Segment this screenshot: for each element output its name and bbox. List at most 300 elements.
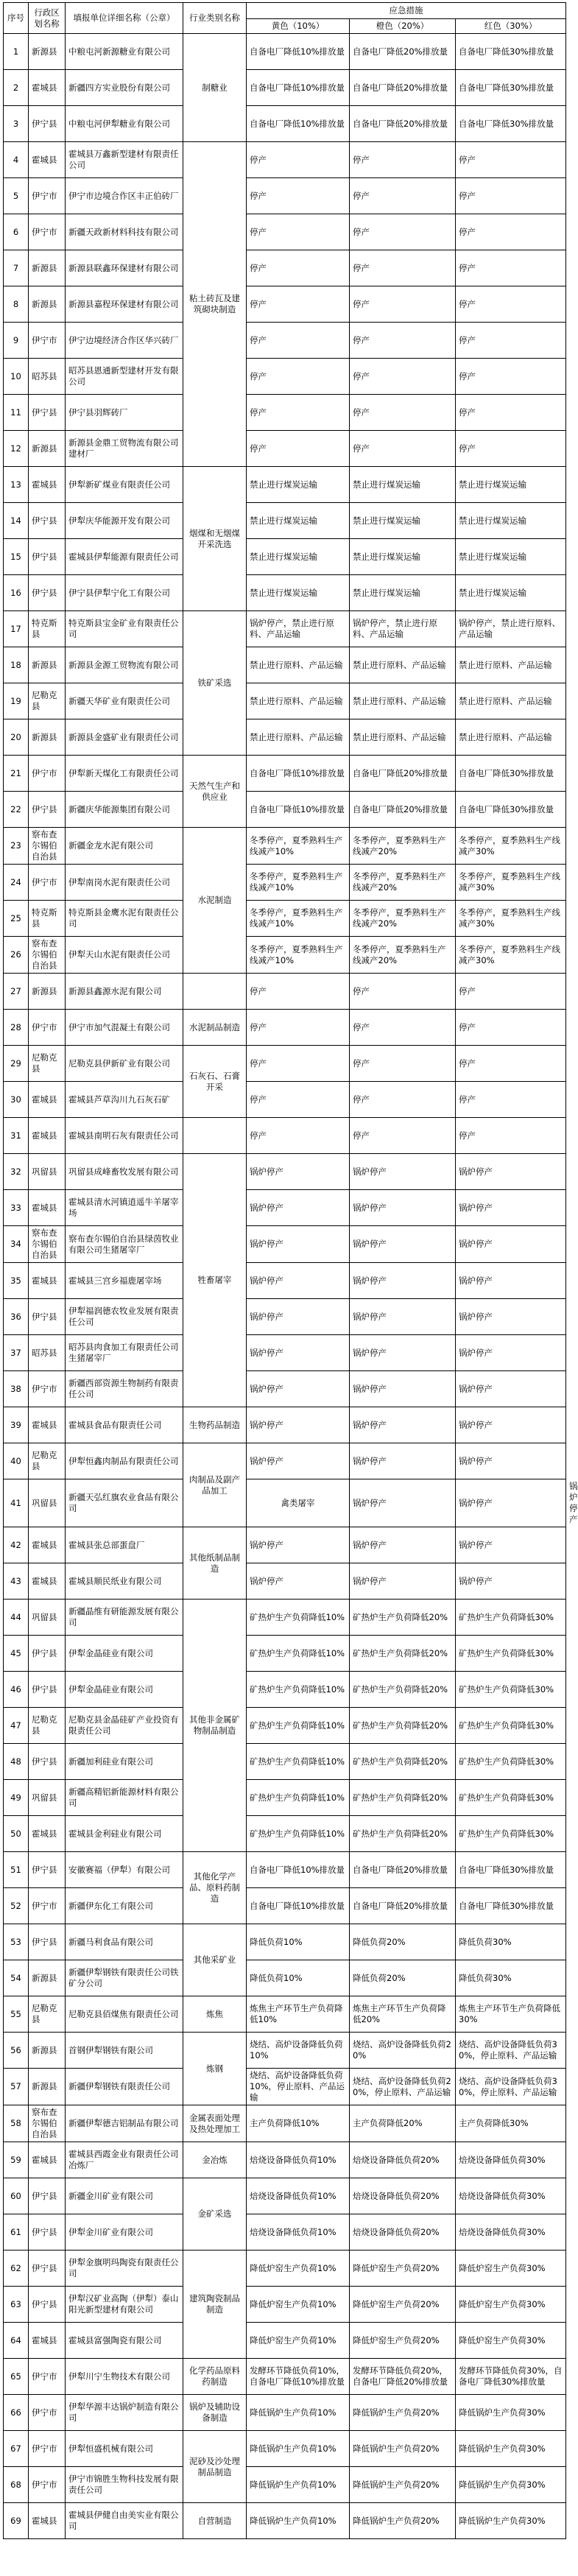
row-number: 32 <box>4 1154 29 1190</box>
row-number: 61 <box>4 2214 29 2251</box>
unit-name: 新疆加利硅业有限公司 <box>66 1744 183 1780</box>
header-measures: 应急措施 <box>247 3 566 19</box>
measure-red: 自备电厂降低30%排放量 <box>456 1852 566 1888</box>
industry-name: 石灰石、石膏开采 <box>183 1046 247 1118</box>
unit-name: 新疆天弘红旗农业食品有限公司 <box>66 1479 183 1527</box>
table-row <box>4 1672 566 1708</box>
measure-orange: 矿热炉生产负荷降低20% <box>350 1744 456 1780</box>
region-name: 伊宁县 <box>29 2251 66 2287</box>
measure-orange: 自备电厂降低20%排放量 <box>350 106 456 142</box>
measure-yellow: 矿热炉生产负荷降低10% <box>247 1780 350 1816</box>
table-row <box>4 395 566 431</box>
row-number: 53 <box>4 1924 29 1960</box>
measure-red: 降低炉窑生产负荷30% <box>456 2323 566 2359</box>
unit-name: 伊犁庆华能源开发有限公司 <box>66 503 183 539</box>
unit-name: 伊犁福润德农牧业发展有限责任公司 <box>66 1299 183 1335</box>
unit-name: 伊宁县伊犁宁化工有限公司 <box>66 575 183 611</box>
measure-red: 锅炉停产 <box>456 1190 566 1226</box>
measure-yellow: 自备电厂降低10%排放量 <box>247 1852 350 1888</box>
row-number: 1 <box>4 34 29 70</box>
row-number: 19 <box>4 683 29 719</box>
measure-red: 锅炉停产 <box>456 1527 566 1563</box>
measure-red: 烧结、高炉设备降低负荷30%，停止原料、产品运输 <box>456 2033 566 2069</box>
header-orange: 橙色（20%） <box>350 19 456 34</box>
row-number: 66 <box>4 2395 29 2431</box>
measure-red: 焙烧设备降低负荷30% <box>456 2142 566 2178</box>
region-name: 伊宁县 <box>29 503 66 539</box>
row-number: 25 <box>4 901 29 937</box>
measure-yellow: 矿热炉生产负荷降低10% <box>247 1708 350 1744</box>
industry-name: 其他采矿业 <box>183 1924 247 1996</box>
header-industry: 行业类别名称 <box>183 3 247 34</box>
measure-red: 停产 <box>456 1082 566 1118</box>
region-name: 霍城县 <box>29 1563 66 1600</box>
measure-red: 禁止进行煤炭运输 <box>456 503 566 539</box>
unit-name: 尼勒克县金晶硅矿产业投资有限责任公司 <box>66 1708 183 1744</box>
region-name: 新源县 <box>29 1960 66 1996</box>
industry-name: 金矿采选 <box>183 2178 247 2251</box>
table-row <box>4 611 566 647</box>
table-row <box>4 828 566 865</box>
row-number: 68 <box>4 2467 29 2503</box>
measure-red: 禁止进行煤炭运输 <box>456 467 566 503</box>
table-row <box>4 1527 566 1563</box>
measure-red: 锅炉停产 <box>456 1371 566 1407</box>
measure-yellow: 停产 <box>247 250 350 286</box>
measure-yellow: 自备电厂降低10%排放量 <box>247 70 350 106</box>
unit-name: 霍城县伊健自由美实业有限公司 <box>66 2503 183 2539</box>
table-row <box>4 2214 566 2251</box>
region-name: 伊宁市 <box>29 2395 66 2431</box>
table-row <box>4 2467 566 2503</box>
measure-red: 降低锅炉生产负荷30% <box>456 2503 566 2539</box>
measure-orange: 锅炉停产，禁止进行原料、产品运输 <box>350 611 456 647</box>
header-red: 红色（30%） <box>456 19 566 34</box>
row-number: 12 <box>4 431 29 467</box>
measure-red: 停产 <box>456 142 566 178</box>
region-name: 霍城县 <box>29 142 66 178</box>
region-name: 尼勒克县 <box>29 683 66 719</box>
industry-name: 建筑陶瓷制品制造 <box>183 2251 247 2359</box>
unit-name: 霍城县芦草沟川九石灰石矿 <box>66 1082 183 1118</box>
header-unit: 填报单位详细名称（公章） <box>66 3 183 34</box>
region-name: 新源县 <box>29 34 66 70</box>
unit-name: 新疆伊犁钢铁有限责任公司铁矿分公司 <box>66 1960 183 1996</box>
unit-name: 伊犁恒盛机械有限公司 <box>66 2431 183 2467</box>
measure-orange: 锅炉停产 <box>350 1407 456 1443</box>
row-number: 7 <box>4 250 29 286</box>
table-row <box>4 1335 566 1371</box>
unit-name: 伊犁新天煤化工有限责任公司 <box>66 756 183 792</box>
table-row <box>4 2178 566 2214</box>
region-name: 新源县 <box>29 2033 66 2069</box>
row-number: 69 <box>4 2503 29 2539</box>
unit-name: 新源县鑫源水泥有限公司 <box>66 974 183 1010</box>
measure-red: 自备电厂降低30%排放量 <box>456 1888 566 1924</box>
region-name: 伊宁市 <box>29 2467 66 2503</box>
table-row <box>4 323 566 359</box>
measure-red: 停产 <box>456 431 566 467</box>
measure-orange: 禁止进行原料、产品运输 <box>350 647 456 683</box>
measure-orange: 降低负荷20% <box>350 1924 456 1960</box>
measure-yellow: 禁止进行原料、产品运输 <box>247 683 350 719</box>
table-row <box>4 467 566 503</box>
table-row <box>4 1407 566 1443</box>
measure-yellow: 矿热炉生产负荷降低10% <box>247 1672 350 1708</box>
region-name: 伊宁县 <box>29 395 66 431</box>
row-number: 58 <box>4 2105 29 2142</box>
table-row <box>4 106 566 142</box>
region-name: 新源县 <box>29 286 66 323</box>
measure-red: 烧结、高炉设备降低负荷30%，停止原料、产品运输 <box>456 2069 566 2105</box>
measure-orange: 冬季停产，夏季熟料生产线减产20% <box>350 828 456 865</box>
industry-name: 金冶炼 <box>183 2142 247 2178</box>
measure-yellow: 锅炉停产 <box>247 1154 350 1190</box>
region-name: 新源县 <box>29 974 66 1010</box>
unit-name: 伊宁边境经济合作区华兴砖厂 <box>66 323 183 359</box>
measure-orange: 自备电厂降低20%排放量 <box>350 756 456 792</box>
industry-name: 其他纸制品制造 <box>183 1527 247 1600</box>
measure-orange: 矿热炉生产负荷降低20% <box>350 1816 456 1852</box>
measure-red: 锅炉停产 <box>456 1299 566 1335</box>
table-row <box>4 142 566 178</box>
row-number: 41 <box>4 1479 29 1527</box>
measure-red: 自备电厂降低30%排放量 <box>456 756 566 792</box>
measure-orange: 锅炉停产 <box>350 1527 456 1563</box>
row-number: 34 <box>4 1226 29 1263</box>
region-name: 尼勒克县 <box>29 1443 66 1479</box>
table-row <box>4 1636 566 1672</box>
row-number: 50 <box>4 1816 29 1852</box>
region-name: 新源县 <box>29 431 66 467</box>
measure-red: 降低负荷30% <box>456 1960 566 1996</box>
table-row <box>4 1888 566 1924</box>
unit-name: 霍城县食品有限责任公司 <box>66 1407 183 1443</box>
measure-red: 矿热炉生产负荷降低30% <box>456 1600 566 1636</box>
measure-yellow: 禁止进行煤炭运输 <box>247 575 350 611</box>
measure-orange: 自备电厂降低20%排放量 <box>350 1852 456 1888</box>
table-row <box>4 1226 566 1263</box>
measure-orange: 矿热炉生产负荷降低20% <box>350 1600 456 1636</box>
measure-red: 停产 <box>456 286 566 323</box>
header-yellow: 黄色（10%） <box>247 19 350 34</box>
row-number: 9 <box>4 323 29 359</box>
region-name: 昭苏县 <box>29 1335 66 1371</box>
measure-orange: 自备电厂降低20%排放量 <box>350 1888 456 1924</box>
measure-yellow: 降低炉窑生产负荷10% <box>247 2287 350 2323</box>
region-name: 伊宁市 <box>29 1888 66 1924</box>
unit-name: 新源县金鼎工贸物流有限公司建材厂 <box>66 431 183 467</box>
region-name: 伊宁县 <box>29 2287 66 2323</box>
row-number: 21 <box>4 756 29 792</box>
measure-red: 停产 <box>456 1118 566 1154</box>
region-name: 霍城县 <box>29 2323 66 2359</box>
unit-name: 伊宁市边境合作区丰正伯砖厂 <box>66 178 183 214</box>
measure-orange: 自备电厂降低20%排放量 <box>350 792 456 828</box>
measure-red: 锅炉停产 <box>456 1154 566 1190</box>
region-name: 霍城县 <box>29 1407 66 1443</box>
measure-orange: 锅炉停产 <box>456 1479 566 1527</box>
table-row <box>4 1263 566 1299</box>
measure-red: 自备电厂降低30%排放量 <box>456 106 566 142</box>
unit-name: 霍城县张总部蛋盘厂 <box>66 1527 183 1563</box>
table-row <box>4 2287 566 2323</box>
measure-orange: 停产 <box>350 1082 456 1118</box>
industry-name: 肉制品及副产品加工 <box>183 1443 247 1527</box>
unit-name: 新疆晶维有研能源发展有限公司 <box>66 1600 183 1636</box>
region-name: 伊宁市 <box>29 323 66 359</box>
region-name: 新源县 <box>29 250 66 286</box>
row-number: 31 <box>4 1118 29 1154</box>
table-row <box>4 250 566 286</box>
measure-yellow: 停产 <box>247 1082 350 1118</box>
region-name: 伊宁县 <box>29 792 66 828</box>
measure-yellow: 焙烧设备降低负荷10% <box>247 2214 350 2251</box>
measure-orange: 锅炉停产 <box>350 1263 456 1299</box>
row-number: 51 <box>4 1852 29 1888</box>
measure-orange: 停产 <box>350 1118 456 1154</box>
table-row <box>4 70 566 106</box>
table-row <box>4 719 566 756</box>
unit-name: 巩留县成峰畜牧发展有限公司 <box>66 1154 183 1190</box>
row-number: 29 <box>4 1046 29 1082</box>
measure-yellow: 停产 <box>247 286 350 323</box>
measure-yellow: 禁止进行煤炭运输 <box>247 539 350 575</box>
industry-name: 炼焦 <box>183 1996 247 2033</box>
table-row <box>4 1046 566 1082</box>
measure-yellow: 主产负荷降低10% <box>247 2105 350 2142</box>
measure-yellow: 冬季停产，夏季熟料生产线减产10% <box>247 865 350 901</box>
measure-red: 停产 <box>456 214 566 250</box>
table-row <box>4 2395 566 2431</box>
region-name: 尼勒克县 <box>29 1996 66 2033</box>
row-number: 13 <box>4 467 29 503</box>
table-row <box>4 1299 566 1335</box>
table-row <box>4 1190 566 1226</box>
industry-name: 其他化学产品、原料药制造 <box>183 1852 247 1924</box>
industry-name: 金属表面处理及热处理加工 <box>183 2105 247 2142</box>
measure-red: 冬季停产，夏季熟料生产线减产30% <box>456 865 566 901</box>
measure-orange: 禁止进行原料、产品运输 <box>350 719 456 756</box>
measure-yellow: 焙烧设备降低负荷10% <box>247 2142 350 2178</box>
row-number: 52 <box>4 1888 29 1924</box>
row-number: 55 <box>4 1996 29 2033</box>
measure-orange: 矿热炉生产负荷降低20% <box>350 1708 456 1744</box>
region-name: 伊宁县 <box>29 1636 66 1672</box>
unit-name: 霍城县南明石灰有限责任公司 <box>66 1118 183 1154</box>
unit-name: 新疆庆华能源集团有限公司 <box>66 792 183 828</box>
measure-red: 矿热炉生产负荷降低30% <box>456 1816 566 1852</box>
table-row <box>4 1744 566 1780</box>
measure-orange: 锅炉停产 <box>350 1154 456 1190</box>
industry-name: 自营制造 <box>183 2503 247 2539</box>
row-number: 43 <box>4 1563 29 1600</box>
measure-yellow: 自备电厂降低10%排放量 <box>247 792 350 828</box>
row-number: 33 <box>4 1190 29 1226</box>
row-number: 46 <box>4 1672 29 1708</box>
row-number: 16 <box>4 575 29 611</box>
region-name: 伊宁县 <box>29 1852 66 1888</box>
measure-red: 锅炉停产，禁止进行原料、产品运输 <box>456 611 566 647</box>
measure-yellow: 锅炉停产 <box>247 1190 350 1226</box>
region-name: 伊宁市 <box>29 1371 66 1407</box>
measure-orange: 停产 <box>350 395 456 431</box>
measure-red: 禁止进行原料、产品运输 <box>456 647 566 683</box>
unit-name: 霍城县顺民纸业有限公司 <box>66 1563 183 1600</box>
measure-red: 冬季停产，夏季熟料生产线减产30% <box>456 828 566 865</box>
region-name: 尼勒克县 <box>29 1708 66 1744</box>
measure-yellow: 锅炉停产 <box>247 1335 350 1371</box>
region-name: 伊宁县 <box>29 575 66 611</box>
measure-red: 停产 <box>456 974 566 1010</box>
unit-name: 新疆天华矿业有限责任公司 <box>66 683 183 719</box>
industry-name: 水泥制品制造 <box>183 1010 247 1046</box>
unit-name: 中粮屯河新源糖业有限公司 <box>66 34 183 70</box>
region-name: 伊宁市 <box>29 178 66 214</box>
unit-name: 霍城县伊犁能源有限责任公司 <box>66 539 183 575</box>
header-region: 行政区划名称 <box>29 3 66 34</box>
region-name: 察布查尔锡伯自治县 <box>29 828 66 865</box>
measure-orange: 停产 <box>350 431 456 467</box>
row-number: 44 <box>4 1600 29 1636</box>
measure-red: 自备电厂降低30%排放量 <box>456 792 566 828</box>
table-row <box>4 286 566 323</box>
measure-red: 锅炉停产 <box>456 1263 566 1299</box>
measure-orange: 禁止进行煤炭运输 <box>350 575 456 611</box>
measure-orange: 降低锅炉生产负荷20% <box>350 2467 456 2503</box>
measure-yellow: 锅炉停产 <box>247 1263 350 1299</box>
unit-name: 安徽赛福（伊犁）有限公司 <box>66 1852 183 1888</box>
measure-red: 矿热炉生产负荷降低30% <box>456 1672 566 1708</box>
measure-yellow: 停产 <box>247 974 350 1010</box>
unit-name: 新疆天政新材料科技有限公司 <box>66 214 183 250</box>
measure-red: 矿热炉生产负荷降低30% <box>456 1636 566 1672</box>
unit-name: 伊宁市加气混凝土有限公司 <box>66 1010 183 1046</box>
measure-orange: 降低锅炉生产负荷20% <box>350 2503 456 2539</box>
row-number: 56 <box>4 2033 29 2069</box>
table-row <box>4 1996 566 2033</box>
measure-orange: 发酵环节降低负荷20%，自备电厂降低20%排放量 <box>350 2359 456 2395</box>
table-row: 41 巩留县 新疆天弘红旗农业食品有限公司 禽类屠宰 锅炉停产 锅炉停产 锅炉停产 <box>4 1479 566 1527</box>
measure-yellow: 矿热炉生产负荷降低10% <box>247 1600 350 1636</box>
region-name: 尼勒克县 <box>29 1046 66 1082</box>
industry-name: 粘土砖瓦及建筑砌块制造 <box>183 142 247 467</box>
measure-red: 禁止进行煤炭运输 <box>456 575 566 611</box>
industry-name: 铁矿采选 <box>183 611 247 756</box>
row-number: 14 <box>4 503 29 539</box>
measure-yellow: 矿热炉生产负荷降低10% <box>247 1636 350 1672</box>
measure-red: 停产 <box>456 1010 566 1046</box>
measure-yellow: 降低炉窑生产负荷10% <box>247 2251 350 2287</box>
row-number: 40 <box>4 1443 29 1479</box>
unit-name: 特克斯县宝金矿业有限责任公司 <box>66 611 183 647</box>
measure-orange: 锅炉停产 <box>350 1335 456 1371</box>
region-name: 察布查尔锡伯自治县 <box>29 1226 66 1263</box>
industry-name: 制糖业 <box>183 34 247 142</box>
unit-name: 新疆伊犁钢铁有限责任公司 <box>66 2069 183 2105</box>
measure-yellow: 自备电厂降低10%排放量 <box>247 1888 350 1924</box>
measure-yellow: 降低炉窑生产负荷10% <box>247 2323 350 2359</box>
unit-name: 新疆伊犁德吉铝制品有限公司 <box>66 2105 183 2142</box>
measure-yellow: 自备电厂降低10%排放量 <box>247 756 350 792</box>
unit-name: 新源县金盛矿业有限责任公司 <box>66 719 183 756</box>
industry-name <box>183 974 247 1010</box>
measure-orange: 降低锅炉生产负荷20% <box>350 2395 456 2431</box>
table-row <box>4 214 566 250</box>
measure-orange: 降低炉窑生产负荷20% <box>350 2287 456 2323</box>
measure-orange: 停产 <box>350 1046 456 1082</box>
unit-name: 中粮屯河伊犁糖业有限公司 <box>66 106 183 142</box>
unit-name: 伊犁金晶硅业有限公司 <box>66 1636 183 1672</box>
region-name: 霍城县 <box>29 1082 66 1118</box>
measure-yellow: 降低锅炉生产负荷10% <box>247 2503 350 2539</box>
measure-orange: 停产 <box>350 214 456 250</box>
table-row <box>4 2359 566 2395</box>
measure-orange: 焙烧设备降低负荷20% <box>350 2142 456 2178</box>
measure-red: 焙烧设备降低负荷30% <box>456 2178 566 2214</box>
measure-yellow: 停产 <box>247 1118 350 1154</box>
measure-orange: 降低锅炉生产负荷20% <box>350 2431 456 2467</box>
table-row <box>4 1600 566 1636</box>
industry-name <box>183 1118 247 1154</box>
unit-name: 首钢伊犁钢铁有限公司 <box>66 2033 183 2069</box>
measure-red: 主产负荷降低30% <box>456 2105 566 2142</box>
row-number: 17 <box>4 611 29 647</box>
row-number: 2 <box>4 70 29 106</box>
region-name: 特克斯县 <box>29 901 66 937</box>
table-header <box>4 3 566 34</box>
row-number: 67 <box>4 2431 29 2467</box>
measure-orange: 冬季停产，夏季熟料生产线减产20% <box>350 865 456 901</box>
measure-yellow: 停产 <box>247 359 350 395</box>
row-number: 42 <box>4 1527 29 1563</box>
measure-yellow: 自备电厂降低10%排放量 <box>247 34 350 70</box>
measure-red: 冬季停产，夏季熟料生产线减产30% <box>456 937 566 974</box>
table-row <box>4 937 566 974</box>
table-row <box>4 1780 566 1816</box>
unit-name: 特克斯县金鹰水泥有限责任公司 <box>66 901 183 937</box>
region-name: 巩留县 <box>29 1780 66 1816</box>
measure-orange: 降低炉窑生产负荷20% <box>350 2323 456 2359</box>
measure-orange: 停产 <box>350 250 456 286</box>
measure-orange: 矿热炉生产负荷降低20% <box>350 1780 456 1816</box>
region-name: 伊宁县 <box>29 1744 66 1780</box>
measure-orange: 停产 <box>350 178 456 214</box>
measure-red: 停产 <box>456 323 566 359</box>
measure-red: 锅炉停产 <box>456 1407 566 1443</box>
region-name: 巩留县 <box>29 1479 66 1527</box>
industry-name: 泥砂及沙处理制品制造 <box>183 2431 247 2503</box>
unit-name: 伊犁金晶硅业有限公司 <box>66 1672 183 1708</box>
measure-yellow: 锅炉停产 <box>247 1226 350 1263</box>
measure-yellow: 发酵环节降低负荷10%，自备电厂降低10%排放量 <box>247 2359 350 2395</box>
row-number: 26 <box>4 937 29 974</box>
industry-name: 牲畜屠宰 <box>183 1154 247 1407</box>
measure-red: 降低炉窑生产负荷30% <box>456 2251 566 2287</box>
region-name: 新源县 <box>29 2069 66 2105</box>
row-number: 10 <box>4 359 29 395</box>
unit-name: 霍城县金利硅业有限公司 <box>66 1816 183 1852</box>
measure-orange: 降低炉窑生产负荷20% <box>350 2251 456 2287</box>
measure-yellow: 锅炉停产 <box>247 1407 350 1443</box>
measure-yellow: 冬季停产，夏季熟料生产线减产10% <box>247 828 350 865</box>
row-number: 20 <box>4 719 29 756</box>
table-row <box>4 1082 566 1118</box>
measure-red: 锅炉停产 <box>456 1443 566 1479</box>
table-row <box>4 1154 566 1190</box>
table-row <box>4 503 566 539</box>
measure-red: 冬季停产，夏季熟料生产线减产30% <box>456 901 566 937</box>
